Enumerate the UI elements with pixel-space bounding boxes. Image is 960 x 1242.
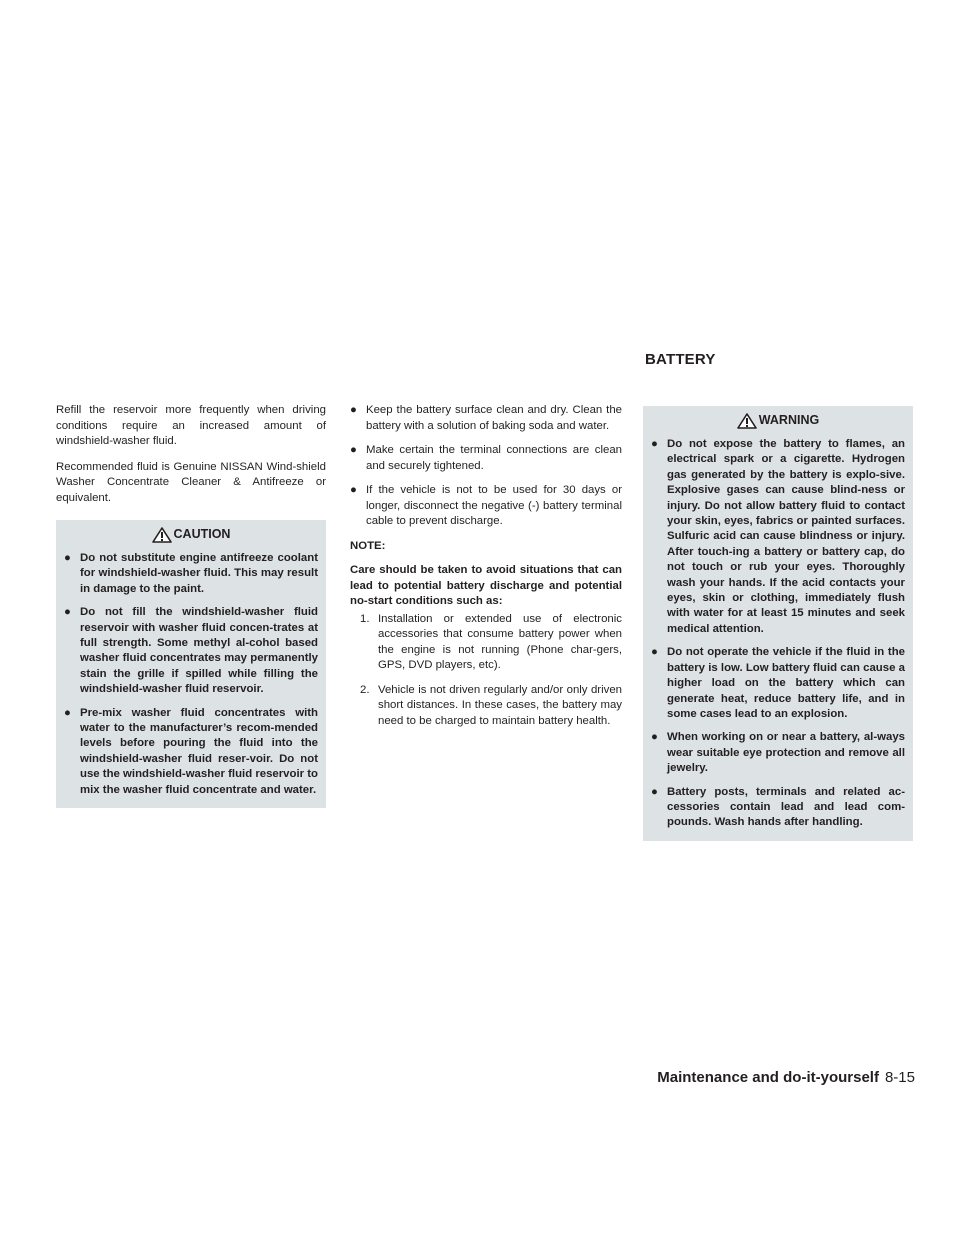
page-number: 8-15 bbox=[884, 1069, 915, 1086]
paragraph-recommended-fluid: Recommended fluid is Genuine NISSAN Wind-shield Washer Concentrate Cleaner & Antifreeze or equivalent. bbox=[56, 460, 326, 504]
bullet: ● bbox=[350, 484, 357, 496]
warning-header bbox=[651, 413, 905, 429]
chapter-title: Maintenance and do-it-yourself bbox=[657, 1069, 879, 1086]
caution-box bbox=[56, 520, 326, 808]
warning-box bbox=[643, 406, 913, 841]
list-item: ● If the vehicle is not to be used for 30 days or longer, disconnect the negative (-) battery terminal cable to prevent discharge. bbox=[350, 484, 622, 527]
bullet: ● bbox=[64, 706, 71, 719]
column-3 bbox=[643, 406, 913, 841]
bullet: ● bbox=[651, 438, 658, 450]
bullet: ● bbox=[651, 785, 658, 798]
list-item: ● Do not substitute engine antifreeze coolant for windshield-washer fluid. This may result in damage to the paint. bbox=[64, 552, 318, 595]
list-item: ● Do not operate the vehicle if the fluid in the battery is low. Low battery fluid can cause a higher load on the battery which can generate heat, reduce battery life, and in some cases lead to an explosion. bbox=[651, 646, 905, 720]
list-item: ● When working on or near a battery, al-ways wear suitable eye protection and remove all jewelry. bbox=[651, 731, 905, 775]
bullet: ● bbox=[350, 404, 357, 416]
warning-title: WARNING bbox=[758, 413, 820, 428]
list-item: 1. Installation or extended use of electronic accessories that consume battery power when the engine is not running (Phone char-gers, GPS, DVD players, etc). bbox=[360, 612, 622, 671]
list-item: ● Pre-mix washer fluid concentrates with water to the manufacturer’s recom-mended levels before pouring the fluid into the windshield-washer fluid reser-voir. Do not use the windshield-washer fluid reservoir to mix the washer fluid concentrate and water. bbox=[64, 706, 318, 796]
item-number: 2. bbox=[360, 683, 370, 696]
caution-title: CAUTION bbox=[173, 527, 231, 542]
note-label: NOTE: bbox=[350, 539, 386, 552]
bullet: ● bbox=[350, 444, 357, 456]
column-1 bbox=[56, 403, 326, 808]
paragraph-refill: Refill the reservoir more frequently when driving conditions require an increased amount of windshield-washer fluid. bbox=[56, 404, 326, 447]
battery-care-list bbox=[350, 403, 622, 530]
warning-triangle-icon bbox=[152, 527, 172, 543]
bullet: ● bbox=[64, 606, 71, 619]
list-item: 2. Vehicle is not driven regularly and/or only driven short distances. In these cases, the battery may need to be charged to maintain battery health. bbox=[360, 683, 622, 727]
warning-triangle-icon bbox=[737, 413, 757, 429]
bullet: ● bbox=[651, 646, 658, 659]
list-item: ● Do not expose the battery to flames, an electrical spark or a cigarette. Hydrogen gas generated by the battery is explo-sive. Explosive gases can cause blind-ness or injury. Do not allow battery fluid to contact your skin, eyes, fabrics or painted surfaces. Sulfuric acid can cause blindness or injury. After touch-ing a battery or battery cap, do not touch or rub your eyes. Thoroughly wash your hands. If the acid contacts your eyes, skin or clothing, immediately flush with water for at least 15 minutes and seek medical attention. bbox=[651, 438, 905, 635]
list-item: ● Do not fill the windshield-washer fluid reservoir with washer fluid concen-trates at full strength. Some methyl al-cohol based washer fluid concentrates may permanently stain the grille if spilled while filling the windshield-washer fluid reservoir. bbox=[64, 606, 318, 696]
note-text: Care should be taken to avoid situations that can lead to potential battery discharge and potential no-start conditions such as: bbox=[350, 564, 622, 607]
caution-list bbox=[64, 551, 318, 798]
list-item: ● Keep the battery surface clean and dry. Clean the battery with a solution of baking soda and water. bbox=[350, 404, 622, 432]
list-item: ● Battery posts, terminals and related ac-cessories contain lead and lead com-pounds. Wash hands after handling. bbox=[651, 785, 905, 829]
bullet: ● bbox=[651, 731, 658, 744]
page-footer bbox=[657, 1069, 915, 1086]
numbered-list bbox=[360, 612, 622, 730]
warning-list bbox=[651, 437, 905, 831]
bullet: ● bbox=[64, 552, 71, 564]
caution-header bbox=[64, 527, 318, 543]
column-2 bbox=[350, 403, 622, 738]
list-item: ● Make certain the terminal connections are clean and securely tightened. bbox=[350, 444, 622, 472]
item-number: 1. bbox=[360, 612, 370, 625]
section-title: BATTERY bbox=[645, 351, 716, 368]
